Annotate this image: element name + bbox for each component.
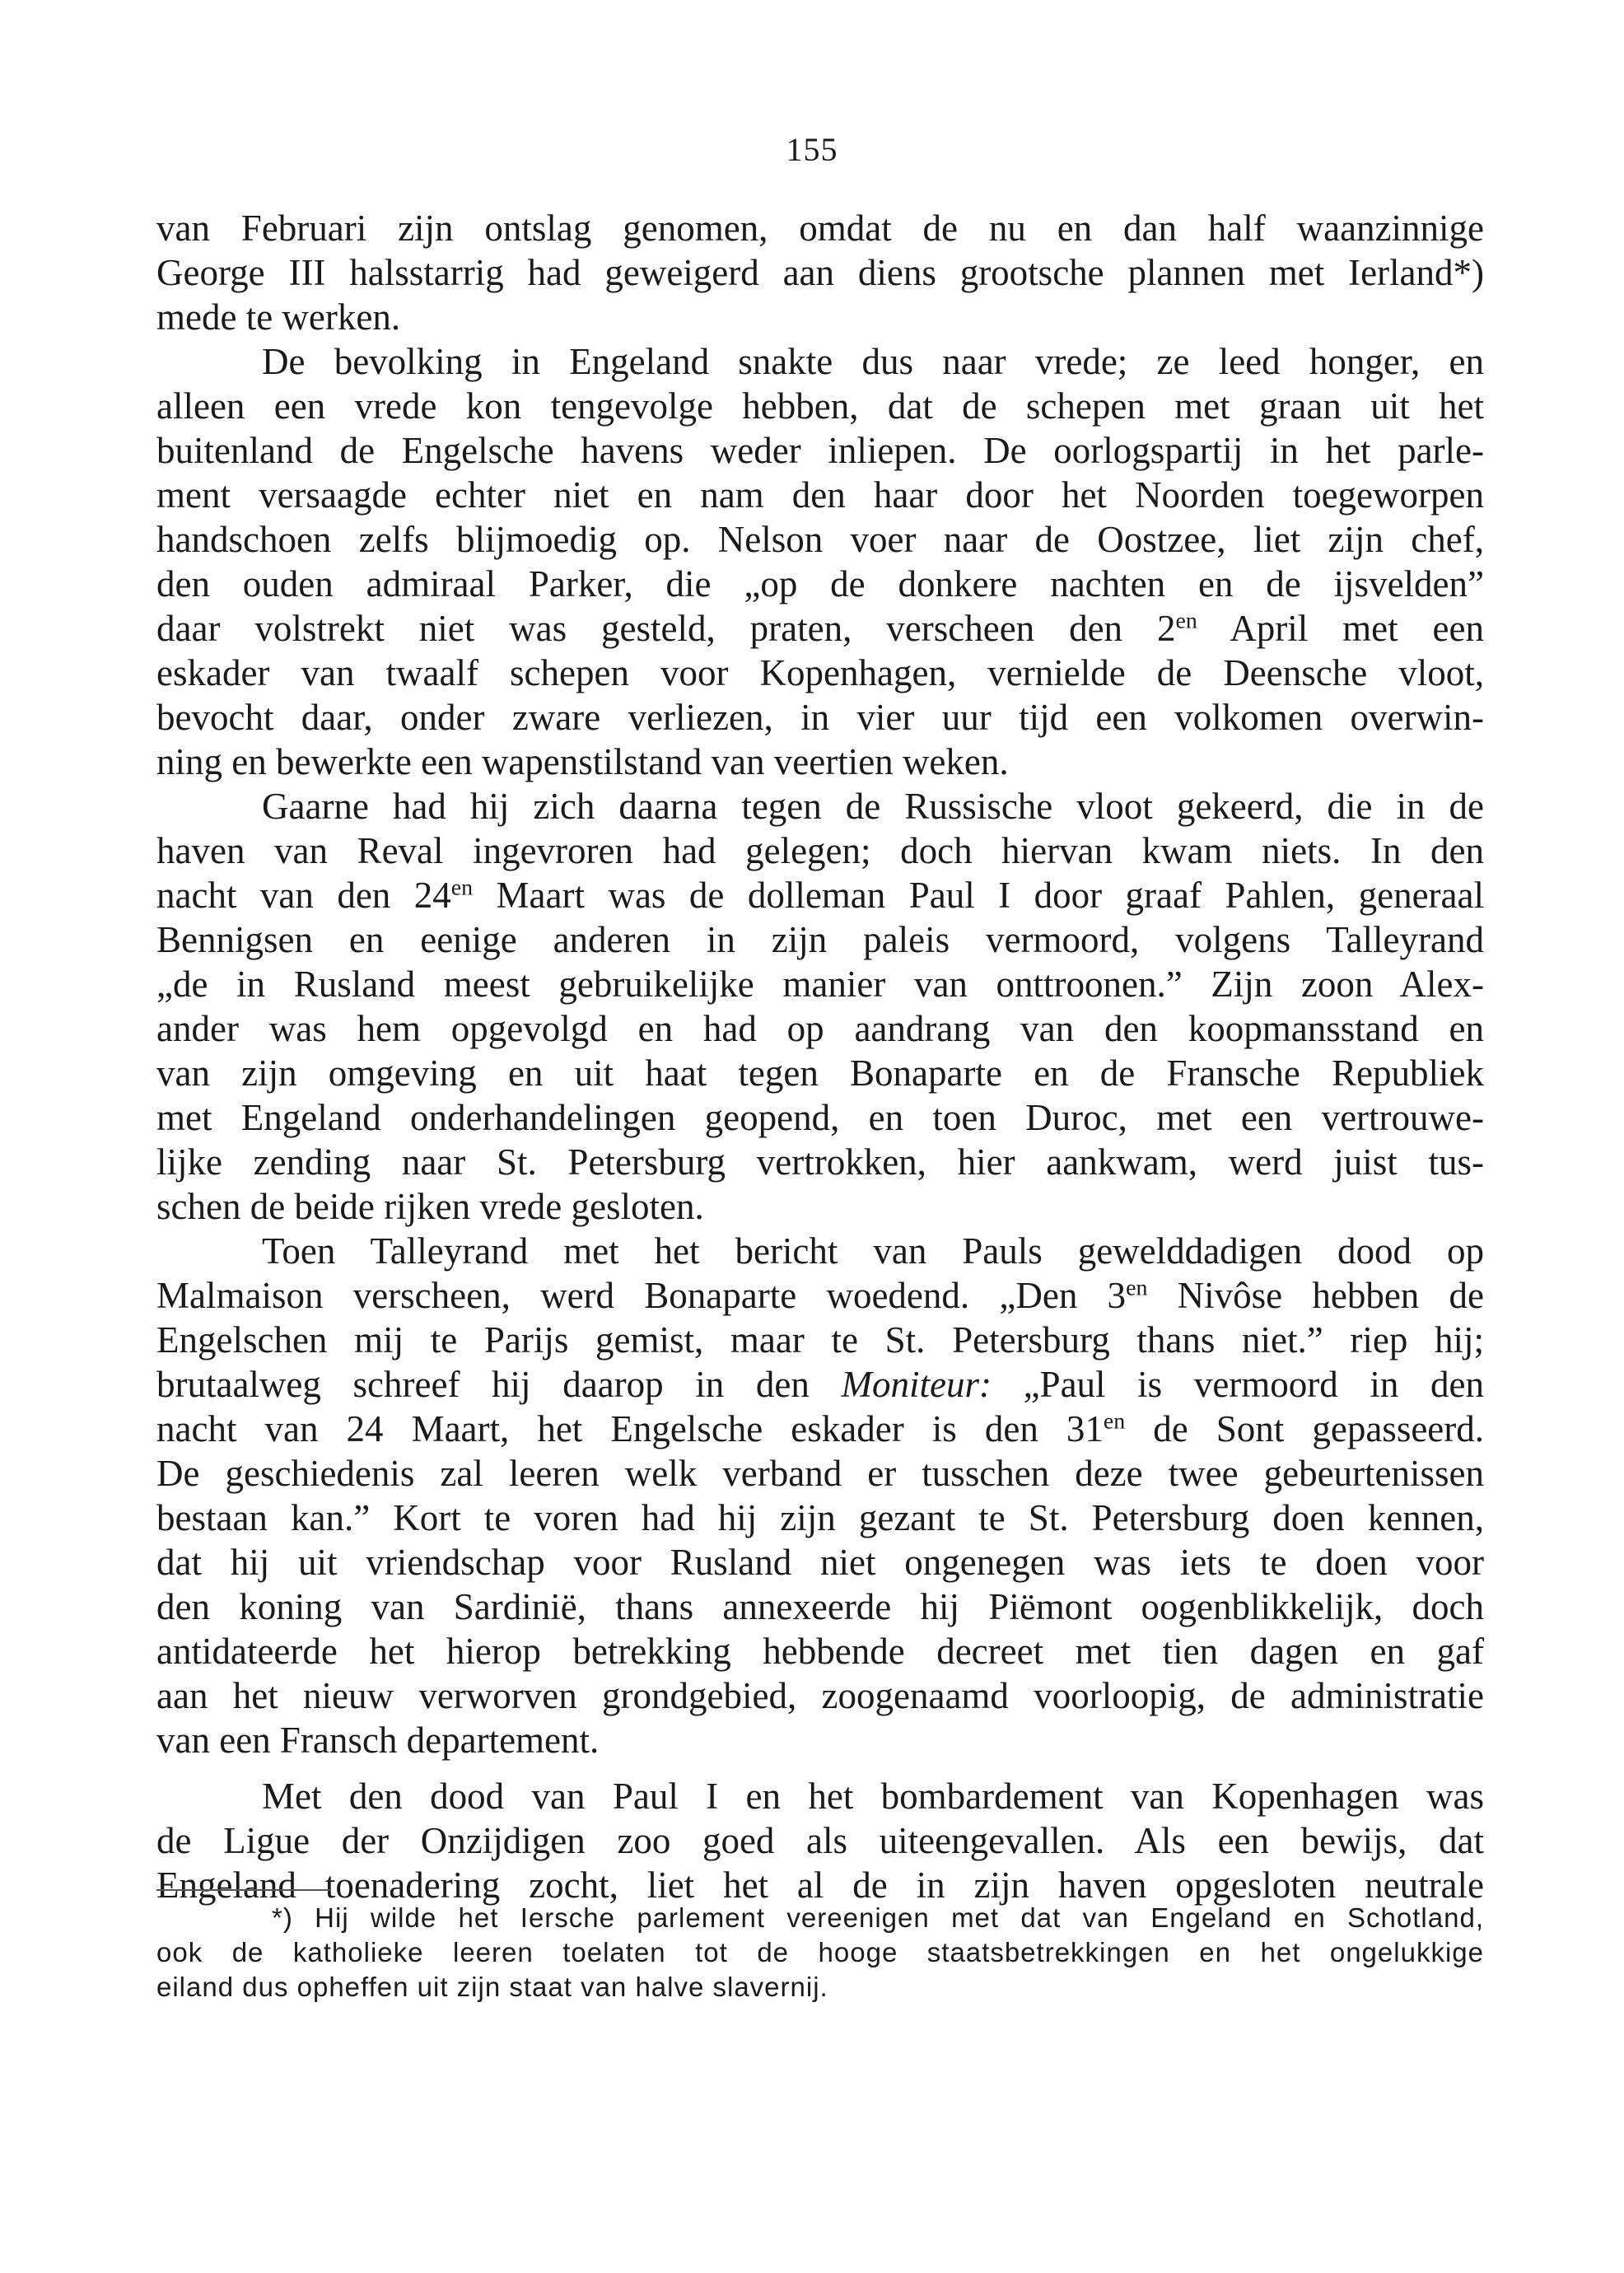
footnote-line: *) Hij wilde het Iersche parlement vereenigen met dat van Engeland en Schotland, — [272, 1902, 1484, 1933]
text-line: schen de beide rijken vrede gesloten. — [156, 1186, 704, 1227]
text-line: bestaan kan.” Kort te voren had hij zijn gezant te St. Petersburg doen kennen, — [156, 1497, 1484, 1538]
superscript: en — [1103, 1408, 1126, 1435]
text-line: van Februari zijn ontslag genomen, omdat de nu en dan half waanzinnige — [156, 208, 1484, 249]
page-number: 155 — [786, 131, 838, 168]
text-line: „de in Rusland meest gebruikelijke manier van onttroonen.” Zijn zoon Alex- — [156, 964, 1484, 1005]
text-line: dat hij uit vriendschap voor Rusland niet ongenegen was iets te doen voor — [156, 1542, 1484, 1583]
paragraph-start-line: Met den dood van Paul I en het bombardement van Kopenhagen was — [262, 1776, 1484, 1817]
text-line: van een Fransch departement. — [156, 1720, 600, 1761]
text-line: Bennigsen en eenige anderen in zijn paleis vermoord, volgens Talleyrand — [156, 919, 1484, 960]
superscript: en — [450, 875, 474, 901]
text-line: aan het nieuw verworven grondgebied, zoogenaamd voorloopig, de administratie — [156, 1675, 1484, 1716]
footnote-divider — [156, 1889, 331, 1891]
text-line: haven van Reval ingevroren had gelegen; doch hiervan kwam niets. In den — [156, 830, 1484, 871]
text-fragment: daar volstrekt niet was gesteld, praten, verscheen den 2 — [156, 608, 1176, 649]
superscript: en — [1175, 608, 1197, 634]
text-line: De geschiedenis zal leeren welk verband er tusschen deze twee gebeurtenissen — [156, 1453, 1484, 1494]
text-fragment: nacht van den 24 — [156, 875, 451, 916]
footnote-line: ook de katholieke leeren toelaten tot de hooge staatsbetrekkingen en het ongelukkige — [156, 1937, 1484, 1967]
text-line: de Ligue der Onzijdigen zoo goed als uiteengevallen. Als een bewijs, dat — [156, 1820, 1484, 1861]
text-line — [156, 1362, 1484, 1407]
italic-title: Moniteur: — [841, 1364, 992, 1405]
text-line: den ouden admiraal Parker, die „op de donkere nachten en de ijsvelden” — [156, 563, 1484, 604]
text-line — [156, 606, 1484, 651]
text-line: Engeland toenadering zocht, liet het al de in zijn haven opgesloten neutrale — [156, 1865, 1484, 1906]
footnote — [156, 1901, 1484, 2005]
footnote-line: eiland dus opheffen uit zijn staat van halve slavernij. — [156, 1972, 828, 2002]
text-line: alleen een vrede kon tengevolge hebben, dat de schepen met graan uit het — [156, 385, 1484, 427]
text-line: van zijn omgeving en uit haat tegen Bonaparte en de Fransche Republiek — [156, 1052, 1484, 1094]
text-fragment: de Sont gepasseerd. — [1125, 1408, 1485, 1449]
text-line: buitenland de Engelsche havens weder inliepen. De oorlogspartij in het parle- — [156, 430, 1484, 471]
text-line — [156, 1407, 1484, 1451]
paragraph-gap — [156, 1762, 1484, 1774]
text-fragment: Nivôse hebben de — [1147, 1275, 1485, 1316]
paragraph-start-line: Gaarne had hij zich daarna tegen de Russische vloot gekeerd, die in de — [262, 786, 1484, 827]
text-line: antidateerde het hierop betrekking hebbende decreet met tien dagen en gaf — [156, 1631, 1484, 1672]
text-line: handschoen zelfs blijmoedig op. Nelson voer naar de Oostzee, liet zijn chef, — [156, 519, 1484, 560]
text-line: den koning van Sardinië, thans annexeerde hij Piëmont oogenblikkelijk, doch — [156, 1586, 1484, 1627]
text-line: ning en bewerkte een wapenstilstand van veertien weken. — [156, 741, 1009, 782]
text-fragment: Maart was de dolleman Paul I door graaf Pahlen, generaal — [473, 875, 1484, 916]
superscript: en — [1126, 1275, 1148, 1301]
text-line: eskader van twaalf schepen voor Kopenhagen, vernielde de Deensche vloot, — [156, 652, 1484, 693]
paragraph-start-line: Toen Talleyrand met het bericht van Pauls gewelddadigen dood op — [262, 1230, 1484, 1272]
text-line: ander was hem opgevolgd en had op aandrang van den koopmansstand en — [156, 1008, 1484, 1049]
text-line: George III halsstarrig had geweigerd aan diens grootsche plannen met Ierland*) — [156, 252, 1484, 293]
text-line: mede te werken. — [156, 296, 401, 338]
text-line: ment versaagde echter niet en nam den haar door het Noorden toegeworpen — [156, 474, 1484, 516]
text-line: bevocht daar, onder zware verliezen, in vier uur tijd een volkomen overwin- — [156, 697, 1484, 738]
text-fragment: April met een — [1197, 608, 1484, 649]
text-fragment: nacht van 24 Maart, het Engelsche eskader is den 31 — [156, 1408, 1104, 1449]
text-line: met Engeland onderhandelingen geopend, en toen Duroc, met een vertrouwe- — [156, 1097, 1484, 1138]
paragraph-start-line: De bevolking in Engeland snakte dus naar vrede; ze leed honger, en — [262, 341, 1484, 382]
text-line: lijke zending naar St. Petersburg vertrokken, hier aankwam, werd juist tus- — [156, 1141, 1484, 1183]
text-line — [156, 873, 1484, 917]
text-fragment: brutaalweg schreef hij daarop in den — [156, 1364, 842, 1405]
body-text — [156, 206, 1484, 1907]
text-fragment: Malmaison verscheen, werd Bonaparte woedend. „Den 3 — [156, 1275, 1127, 1316]
text-fragment: „Paul is vermoord in den — [991, 1364, 1484, 1405]
text-line — [156, 1273, 1484, 1318]
text-line: Engelschen mij te Parijs gemist, maar te St. Petersburg thans niet.” riep hij; — [156, 1319, 1484, 1361]
